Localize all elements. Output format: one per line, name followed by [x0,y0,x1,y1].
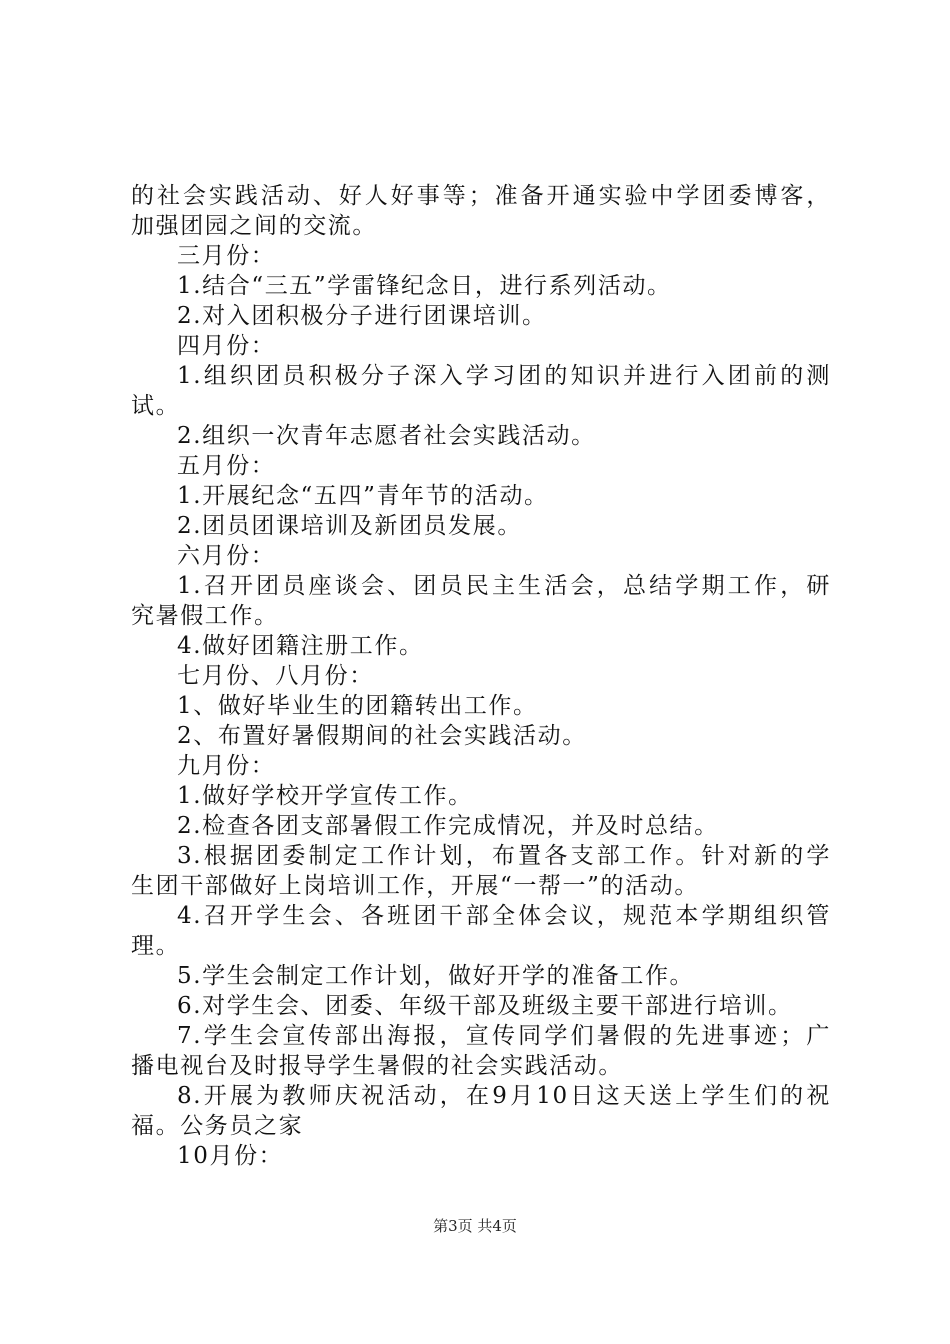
section-heading: 三月份： [177,243,276,269]
list-item: 7.学生会宣传部出海报，宣传同学们暑假的先进事迹；广 [177,1023,831,1049]
text-line: 试。 [131,393,181,419]
list-item: 2.组织一次青年志愿者社会实践活动。 [177,423,596,449]
list-item: 3.根据团委制定工作计划，布置各支部工作。针对新的学 [177,843,831,869]
list-item: 2.检查各团支部暑假工作完成情况，并及时总结。 [177,813,719,839]
list-item: 1.开展纪念“五四”青年节的活动。 [177,483,549,509]
text-line: 理。 [131,933,181,959]
section-heading: 七月份、八月份： [177,663,374,689]
section-heading: 10月份： [177,1143,284,1169]
list-item: 1、做好毕业生的团籍转出工作。 [177,693,538,719]
list-item: 2.团员团课培训及新团员发展。 [177,513,522,539]
list-item: 1.召开团员座谈会、团员民主生活会，总结学期工作，研 [177,573,831,599]
list-item: 4.召开学生会、各班团干部全体会议，规范本学期组织管 [177,903,831,929]
list-item: 1.做好学校开学宣传工作。 [177,783,473,809]
text-line: 福。公务员之家 [131,1113,304,1139]
section-heading: 四月份： [177,333,276,359]
text-line: 生团干部做好上岗培训工作，开展“一帮一”的活动。 [131,873,699,899]
page-number-footer: 第3页 共4页 [433,1217,517,1235]
text-line: 播电视台及时报导学生暑假的社会实践活动。 [131,1053,623,1079]
list-item: 1.结合“三五”学雷锋纪念日，进行系列活动。 [177,273,672,299]
section-heading: 六月份： [177,543,276,569]
text-line: 的社会实践活动、好人好事等；准备开通实验中学团委博客， [131,183,831,209]
list-item: 2.对入团积极分子进行团课培训。 [177,303,547,329]
text-line: 究暑假工作。 [131,603,279,629]
list-item: 1.组织团员积极分子深入学习团的知识并进行入团前的测 [177,363,831,389]
text-line: 加强团园之间的交流。 [131,213,377,239]
list-item: 8.开展为教师庆祝活动，在9月10日这天送上学生们的祝 [177,1083,831,1109]
list-item: 2、布置好暑假期间的社会实践活动。 [177,723,587,749]
section-heading: 五月份： [177,453,276,479]
list-item: 5.学生会制定工作计划，做好开学的准备工作。 [177,963,695,989]
list-item: 4.做好团籍注册工作。 [177,633,424,659]
section-heading: 九月份： [177,753,276,779]
list-item: 6.对学生会、团委、年级干部及班级主要干部进行培训。 [177,993,793,1019]
